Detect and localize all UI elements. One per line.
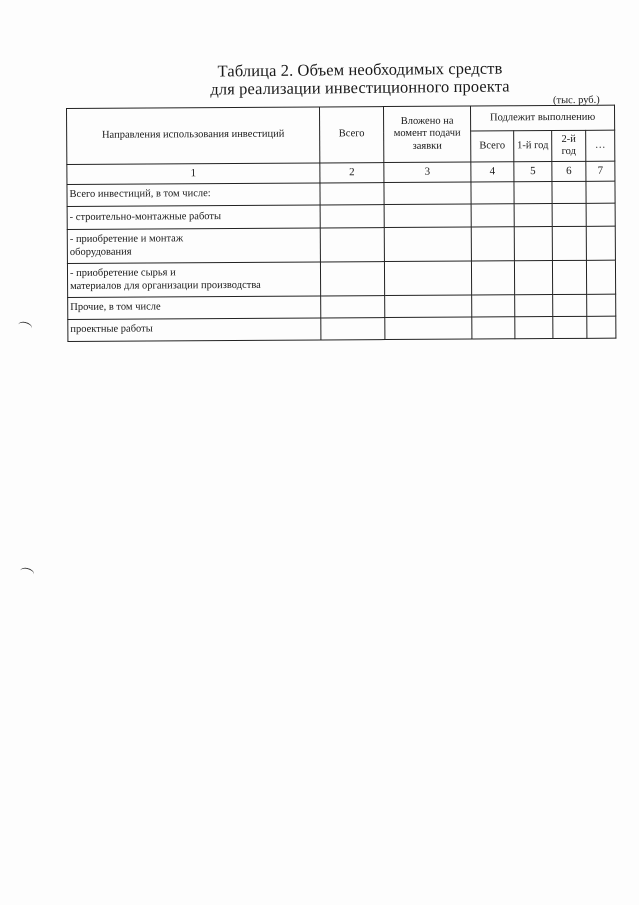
empty-cell [384, 227, 471, 262]
empty-cell [553, 294, 587, 316]
empty-cell [320, 262, 384, 296]
row-label [67, 228, 320, 264]
table-title-line1: Таблица 2. Объем необходимых средств [217, 58, 503, 81]
units-note: (тыс. руб.) [552, 94, 600, 107]
header-invested: Вложено на момент подачи заявки [383, 106, 470, 163]
column-number: 6 [552, 161, 586, 181]
empty-cell [514, 261, 552, 295]
empty-cell [552, 181, 586, 203]
empty-cell [384, 261, 471, 296]
empty-cell [587, 316, 616, 338]
empty-cell [514, 182, 552, 204]
header-directions: Направления использования инвестиций [67, 107, 320, 165]
empty-cell [472, 317, 515, 339]
column-number: 1 [67, 163, 320, 185]
row-label: Прочие, в том числе [68, 296, 321, 320]
table-title-line2: для реализации инвестиционного проекта [210, 76, 510, 99]
empty-cell [514, 204, 552, 227]
empty-cell [515, 317, 553, 339]
header-total: Всего [319, 107, 383, 163]
header-to-be-done: Подлежит выполнению [470, 105, 614, 131]
empty-cell [385, 295, 472, 318]
empty-cell [321, 318, 385, 340]
row-label: Всего инвестиций, в том числе: [67, 183, 320, 207]
empty-cell [586, 181, 615, 203]
row-label-line: оборудования [69, 246, 132, 258]
header-year1: 1-й год [514, 131, 552, 162]
column-number: 3 [384, 162, 471, 183]
empty-cell [514, 227, 552, 261]
scan-mark [19, 566, 35, 578]
empty-cell [471, 204, 514, 227]
empty-cell [320, 205, 384, 228]
empty-cell [472, 295, 515, 317]
table-row [68, 316, 616, 341]
table-row [67, 203, 615, 229]
empty-cell [320, 228, 384, 262]
row-label [67, 262, 320, 298]
row-label-line: - приобретение и монтаж [69, 233, 184, 246]
header-year2: 2-й год [552, 130, 586, 161]
empty-cell [515, 295, 553, 317]
column-number: 5 [514, 162, 552, 182]
row-label-line: - приобретение сырья и [69, 267, 176, 280]
empty-cell [320, 183, 384, 205]
empty-cell [586, 226, 615, 260]
row-label-line: материалов для организации производства [70, 279, 261, 292]
empty-cell [384, 182, 471, 205]
column-number: 2 [320, 163, 384, 183]
row-label: - строительно-монтажные работы [67, 205, 320, 230]
column-number: 7 [586, 161, 615, 181]
investment-table [66, 105, 616, 342]
empty-cell [587, 294, 616, 316]
empty-cell [586, 260, 615, 294]
column-number: 4 [471, 162, 514, 182]
table-row [67, 260, 615, 297]
empty-cell [471, 227, 514, 261]
empty-cell [586, 203, 615, 226]
header-more: … [586, 130, 615, 161]
empty-cell [321, 296, 385, 318]
empty-cell [471, 182, 514, 204]
empty-cell [552, 226, 586, 260]
empty-cell [553, 316, 587, 338]
empty-cell [552, 203, 586, 226]
empty-cell [471, 261, 514, 295]
row-label: проектные работы [68, 318, 321, 342]
empty-cell [385, 317, 472, 340]
header-sub-total: Всего [471, 131, 514, 162]
empty-cell [552, 260, 586, 294]
empty-cell [384, 204, 471, 228]
scan-mark [17, 320, 33, 332]
table-row [67, 226, 615, 263]
